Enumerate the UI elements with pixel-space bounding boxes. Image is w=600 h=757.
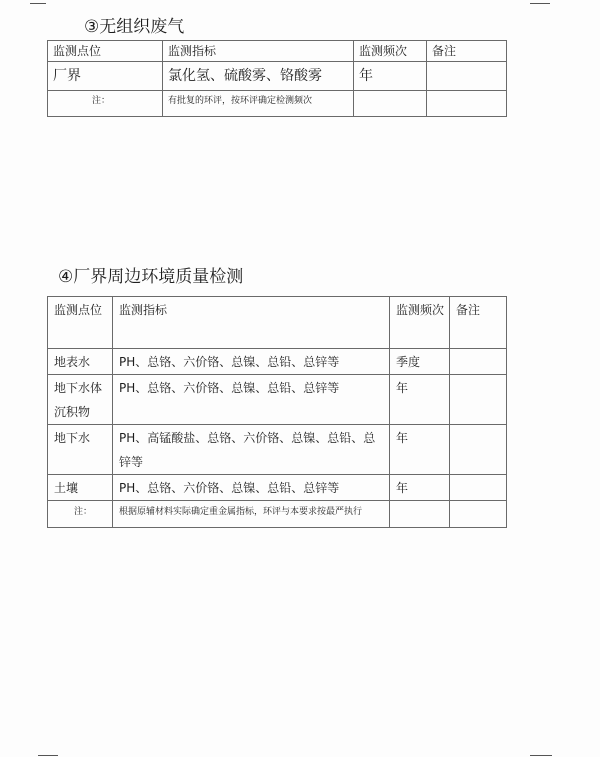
indicator-cell: PH、总铬、六价铬、总镍、总铅、总锌等 <box>113 349 390 375</box>
table-header-row <box>48 297 507 349</box>
monitoring-point-cell: 厂界 <box>48 62 163 91</box>
empty-cell <box>450 501 507 528</box>
empty-cell <box>427 91 507 117</box>
empty-cell <box>390 501 450 528</box>
frequency-cell: 年 <box>354 62 427 91</box>
remark-cell <box>450 425 507 475</box>
header-cell: 监测点位 <box>48 297 113 349</box>
remark-cell <box>450 349 507 375</box>
frequency-cell: 年 <box>390 375 450 425</box>
table-row <box>48 425 507 475</box>
remark-cell <box>427 62 507 91</box>
monitoring-point-cell: 地下水体沉积物 <box>48 375 113 425</box>
note-label: 注： <box>48 501 113 528</box>
header-cell: 监测指标 <box>163 41 354 62</box>
header-cell: 监测点位 <box>48 41 163 62</box>
header-cell: 监测频次 <box>390 297 450 349</box>
monitoring-point-cell: 地下水 <box>48 425 113 475</box>
table-row <box>48 349 507 375</box>
indicator-cell: PH、高锰酸盐、总铬、六价铬、总镍、总铅、总锌等 <box>113 425 390 475</box>
indicator-cell: PH、总铬、六价铬、总镍、总铅、总锌等 <box>113 475 390 501</box>
empty-cell <box>354 91 427 117</box>
header-cell: 备注 <box>427 41 507 62</box>
frequency-cell: 年 <box>390 475 450 501</box>
section-title-fugitive-gas: ③无组织废气 <box>84 17 185 37</box>
indicator-cell: PH、总铬、六价铬、总镍、总铅、总锌等 <box>113 375 390 425</box>
note-text: 根据原辅材料实际确定重金属指标，环评与本要求按最严执行 <box>113 501 390 528</box>
fugitive-gas-table <box>47 40 507 117</box>
table-row <box>48 475 507 501</box>
indicator-cell: 氯化氢、硫酸雾、铬酸雾 <box>163 62 354 91</box>
header-cell: 监测指标 <box>113 297 390 349</box>
table-row <box>48 62 507 91</box>
note-label: 注： <box>48 91 163 117</box>
header-cell: 备注 <box>450 297 507 349</box>
table-row <box>48 375 507 425</box>
environment-quality-table <box>47 296 507 528</box>
note-text: 有批复的环评，按环评确定检测频次 <box>163 91 354 117</box>
monitoring-point-cell: 地表水 <box>48 349 113 375</box>
remark-cell <box>450 375 507 425</box>
page-corner-mark <box>530 0 550 4</box>
table-header-row <box>48 41 507 62</box>
header-cell: 监测频次 <box>354 41 427 62</box>
monitoring-point-cell: 土壤 <box>48 475 113 501</box>
frequency-cell: 季度 <box>390 349 450 375</box>
remark-cell <box>450 475 507 501</box>
section-title-environment-monitoring: ④厂界周边环境质量检测 <box>58 267 244 287</box>
frequency-cell: 年 <box>390 425 450 475</box>
page-corner-mark <box>30 0 46 4</box>
table-note-row <box>48 501 507 528</box>
table-note-row <box>48 91 507 117</box>
